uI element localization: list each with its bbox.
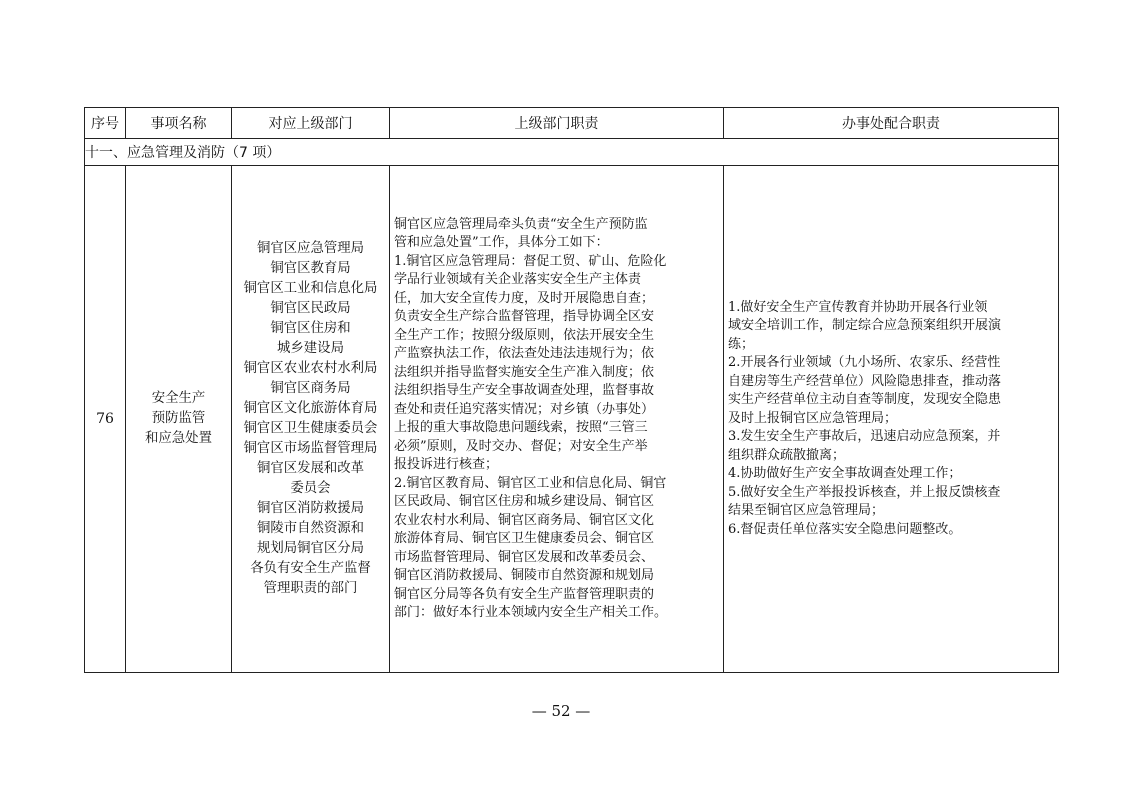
- header-coop: 办事处配合职责: [724, 108, 1059, 139]
- page-number: — 52 —: [531, 702, 591, 720]
- duty-line: 1.铜官区应急管理局：督促工贸、矿山、危险化: [394, 253, 667, 269]
- coop-line: 3.发生安全生产事故后，迅速启动应急预案，并: [728, 429, 1001, 445]
- coop-line: 实生产经营单位主动自查等制度，发现安全隐患: [728, 392, 1002, 408]
- dept-line: 规划局铜官区分局: [256, 541, 365, 556]
- dept-line: 铜官区民政局: [270, 301, 351, 316]
- duty-line: 旅游体育局、铜官区卫生健康委员会、铜官区: [394, 531, 655, 546]
- header-seq: 序号: [85, 108, 126, 139]
- dept-line: 铜官区工业和信息化局: [243, 281, 378, 296]
- dept-line: 管理职责的部门: [263, 581, 358, 596]
- duty-line: 法组织并指导监督实施安全生产准入制度；依: [394, 364, 655, 380]
- duty-line: 区民政局、铜官区住房和城乡建设局、铜官区: [394, 494, 655, 509]
- coop-line: 域安全培训工作，制定综合应急预案组织开展演: [728, 318, 1002, 334]
- duty-line: 铜官区消防救援局、铜陵市自然资源和规划局: [394, 568, 655, 583]
- dept-line: 铜官区发展和改革: [256, 461, 365, 476]
- duty-line: 报投诉进行核查；: [394, 457, 499, 472]
- section-title: 十一、应急管理及消防（7 项）: [85, 139, 1059, 166]
- duty-line: 铜官区分局等各负有安全生产监督管理职责的: [394, 586, 655, 602]
- duty-line: 管和应急处置”工作，具体分工如下：: [394, 235, 609, 250]
- dept-line: 铜官区住房和: [270, 321, 351, 336]
- dept-line: 城乡建设局: [277, 341, 344, 356]
- header-duty: 上级部门职责: [390, 108, 724, 139]
- coop-line: 5.做好安全生产举报投诉核查，并上报反馈核查: [728, 484, 1001, 500]
- duty-line: 全生产工作；按照分级原则，依法开展安全生: [394, 327, 655, 343]
- duty-line: 负责安全生产综合监督管理，指导协调全区安: [394, 309, 655, 324]
- row-name: [126, 166, 232, 673]
- coop-line: 4.协助做好生产安全事故调查处理工作；: [728, 466, 962, 482]
- row-coop: [724, 166, 1059, 673]
- dept-line: 铜官区商务局: [270, 381, 351, 396]
- coop-line: 6.督促责任单位落实安全隐患问题整改。: [728, 521, 962, 537]
- dept-line: 铜陵市自然资源和: [256, 521, 365, 536]
- row-dept: [232, 166, 390, 673]
- duty-line: 2.铜官区教育局、铜官区工业和信息化局、铜官: [394, 475, 667, 491]
- coop-line: 及时上报铜官区应急管理局；: [728, 410, 898, 426]
- duty-line: 上报的重大事故隐患问题线索，按照“三管三: [394, 420, 648, 435]
- row-seq: 76: [85, 166, 126, 673]
- dept-line: 各负有安全生产监督: [250, 561, 371, 576]
- dept-line: 铜官区市场监督管理局: [243, 441, 378, 456]
- duty-line: 部门：做好本行业本领域内安全生产相关工作。: [394, 605, 668, 620]
- dept-line: 铜官区教育局: [270, 261, 351, 276]
- coop-line: 练；: [728, 336, 755, 352]
- duty-line: 查处和责任追究落实情况；对乡镇（办事处）: [394, 401, 655, 417]
- duty-table: [84, 107, 1059, 673]
- coop-line: 1.做好安全生产宣传教育并协助开展各行业领: [728, 299, 988, 315]
- name-line: 和应急处置: [145, 431, 212, 446]
- duty-line: 法组织指导生产安全事故调查处理，监督事故: [394, 383, 655, 398]
- dept-line: 铜官区卫生健康委员会: [243, 421, 378, 436]
- duty-line: 必须”原则，及时交办、督促；对安全生产举: [394, 438, 648, 454]
- dept-line: 铜官区文化旅游体育局: [243, 401, 378, 416]
- duty-line: 农业农村水利局、铜官区商务局、铜官区文化: [394, 512, 655, 528]
- dept-line: 铜官区农业农村水利局: [243, 361, 378, 376]
- dept-line: 铜官区消防救援局: [256, 501, 365, 516]
- section-row: [85, 139, 1059, 166]
- coop-line: 2.开展各行业领域（九小场所、农家乐、经营性: [728, 355, 1001, 371]
- coop-line: 组织群众疏散撤离；: [728, 447, 846, 463]
- table-header-row: [85, 108, 1059, 139]
- header-name: 事项名称: [126, 108, 232, 139]
- header-dept: 对应上级部门: [232, 108, 390, 139]
- table-row: [85, 166, 1059, 673]
- duty-line: 任，加大安全宣传力度，及时开展隐患自查；: [394, 290, 655, 306]
- duty-line: 市场监督管理局、铜官区发展和改革委员会、: [394, 549, 655, 565]
- duty-line: 铜官区应急管理局牵头负责“安全生产预防监: [394, 216, 648, 232]
- row-duty: [390, 166, 724, 673]
- duty-line: 产监察执法工作，依法查处违法违规行为；依: [394, 346, 655, 361]
- duty-line: 学品行业领域有关企业落实安全生产主体责: [394, 272, 642, 287]
- dept-line: 铜官区应急管理局: [256, 241, 365, 256]
- dept-line: 委员会: [290, 481, 331, 496]
- coop-line: 自建房等生产经营单位）风险隐患排查，推动落: [728, 373, 1002, 389]
- name-line: 预防监管: [151, 411, 206, 426]
- coop-line: 结果至铜官区应急管理局；: [728, 503, 885, 519]
- name-line: 安全生产: [151, 391, 206, 406]
